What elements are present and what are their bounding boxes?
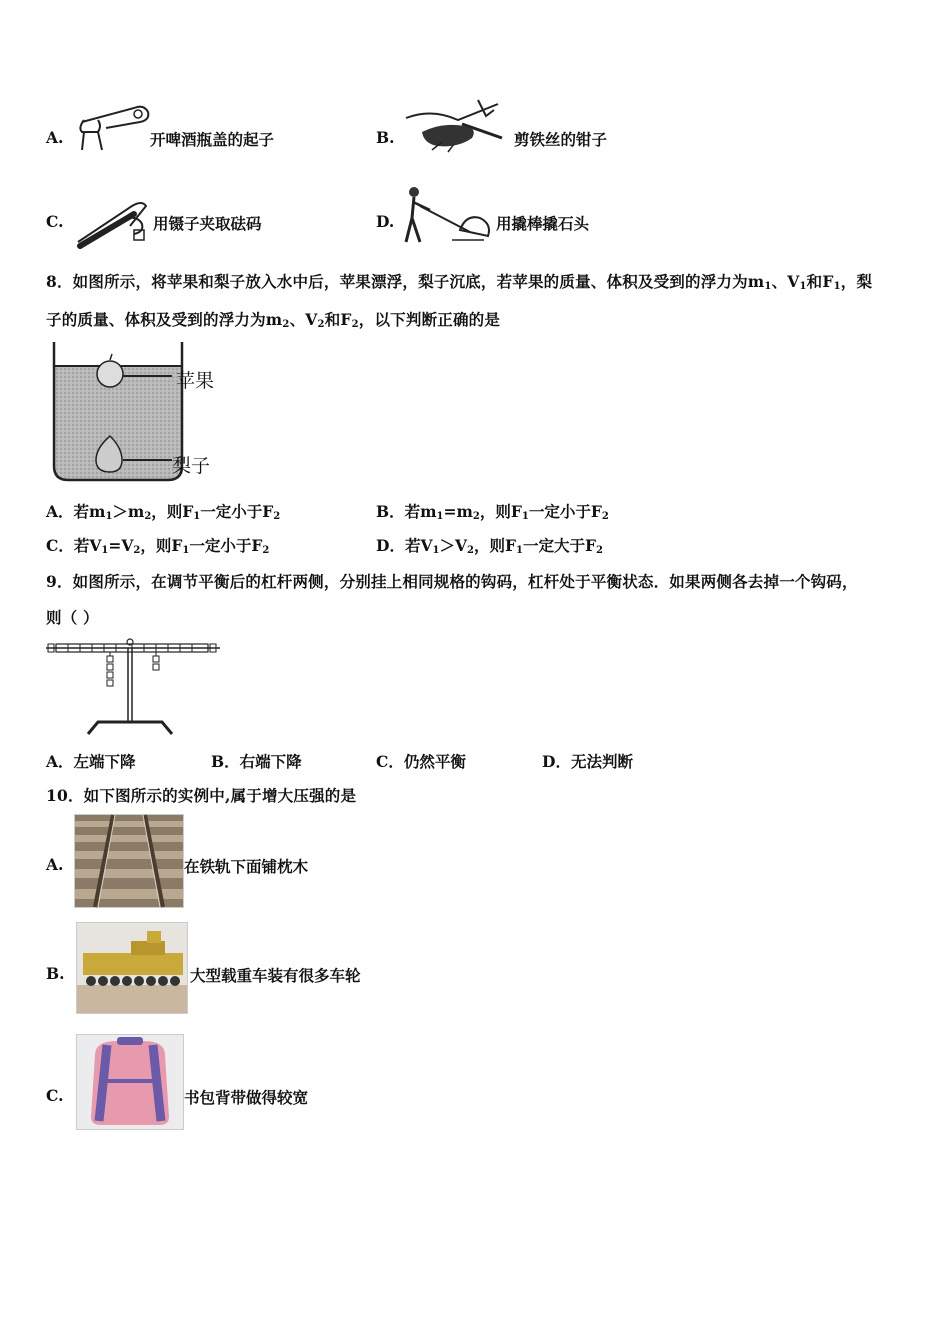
option-letter: B. bbox=[46, 964, 65, 983]
option-letter: B. bbox=[376, 128, 395, 147]
q8-option-d: D．若$V_1>V_2$，则$F_1$一定大于$F_2$ bbox=[376, 536, 603, 556]
option-text: 剪铁丝的钳子 bbox=[514, 130, 608, 149]
q9-option-b: B．右端下降 bbox=[211, 752, 302, 771]
lever-diagram bbox=[44, 634, 224, 738]
q8-stem-line2: 子的质量、体积及受到的浮力为$m_2$、$V_2$和$F_2$，以下判断正确的是 bbox=[46, 310, 501, 330]
q8-figure-beaker bbox=[48, 340, 228, 486]
backpack-photo bbox=[76, 1034, 184, 1130]
option-letter: D. bbox=[376, 212, 395, 231]
q10-stem: 10．如下图所示的实例中,属于增大压强的是 bbox=[46, 786, 357, 805]
option-text: 用镊子夹取砝码 bbox=[153, 214, 262, 233]
q8-option-b: B．若$m_1=m_2$，则$F_1$一定小于$F_2$ bbox=[376, 502, 609, 522]
option-text: 大型载重车装有很多车轮 bbox=[190, 966, 361, 985]
option-text: 用撬棒撬石头 bbox=[496, 214, 590, 233]
bottle-opener-figure bbox=[72, 98, 152, 154]
railway-photo bbox=[74, 814, 184, 908]
option-text: 开啤酒瓶盖的起子 bbox=[150, 130, 275, 149]
q8-option-c: C．若$V_1=V_2$，则$F_1$一定小于$F_2$ bbox=[46, 536, 270, 556]
q9-option-d: D．无法判断 bbox=[542, 752, 633, 771]
option-text: 书包背带做得较宽 bbox=[184, 1088, 309, 1107]
heavy-truck-photo bbox=[76, 922, 188, 1014]
apple-label: 苹果 bbox=[176, 370, 215, 392]
q8-stem-line1: 8．如图所示，将苹果和梨子放入水中后，苹果漂浮，梨子沉底，若苹果的质量、体积及受到的浮力为$m_1$、$V_1$和$F_1$，梨 bbox=[46, 272, 873, 292]
pear-label: 梨子 bbox=[172, 455, 211, 477]
option-letter: A. bbox=[46, 128, 64, 147]
q9-stem-line1: 9．如图所示，在调节平衡后的杠杆两侧，分别挂上相同规格的钩码，杠杆处于平衡状态．如果两侧各去掉一个钩码， bbox=[46, 572, 858, 591]
crowbar-figure bbox=[400, 184, 494, 246]
apple-shape bbox=[97, 361, 123, 387]
q9-stem-line2: 则（ ） bbox=[46, 608, 99, 627]
option-letter: C. bbox=[46, 212, 64, 231]
option-letter: A. bbox=[46, 855, 64, 874]
q9-option-c: C．仍然平衡 bbox=[376, 752, 466, 771]
q9-option-a: A．左端下降 bbox=[46, 752, 136, 771]
q8-option-a: A．若$m_1>m_2$，则$F_1$一定小于$F_2$ bbox=[46, 502, 281, 522]
tweezers-figure bbox=[72, 196, 156, 252]
option-letter: C. bbox=[46, 1086, 64, 1105]
pliers-figure bbox=[402, 98, 512, 154]
option-text: 在铁轨下面铺枕木 bbox=[184, 857, 309, 876]
